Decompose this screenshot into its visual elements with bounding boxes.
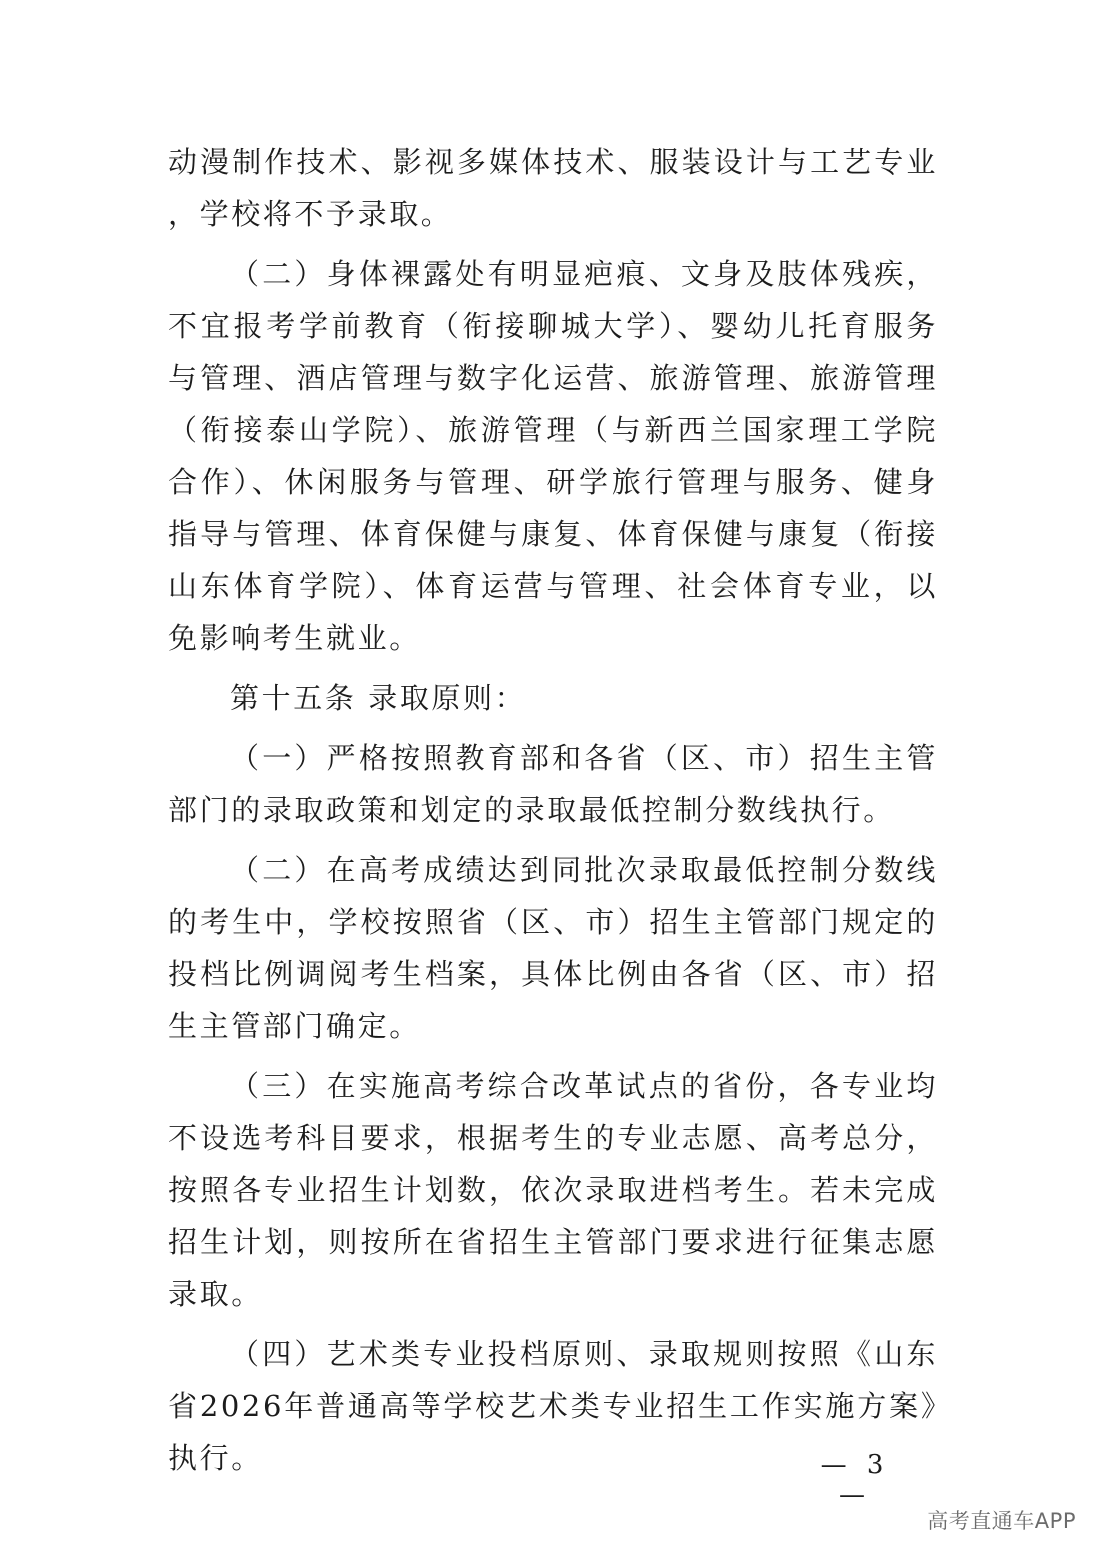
paragraph-continuation: 动漫制作技术、影视多媒体技术、服装设计与工艺专业，学校将不予录取。	[168, 145, 938, 231]
paragraph-principle-2: （二）在高考成绩达到同批次录取最低控制分数线的考生中，学校按照省（区、市）招生主管部门规定的投档比例调阅考生档案，具体比例由各省（区、市）招生主管部门确定。	[168, 853, 938, 1043]
article-heading: 第十五条 录取原则：	[230, 681, 527, 715]
paragraph-principle-3: （三）在实施高考综合改革试点的省份，各专业均不设选考科目要求，根据考生的专业志愿、高考总分，按照各专业招生计划数，依次录取进档考生。若未完成招生计划，则按所在省招生主管部门要求进行征集志愿录取。	[168, 1069, 938, 1311]
paragraph-principle-1: （一）严格按照教育部和各省（区、市）招生主管部门的录取政策和划定的录取最低控制分数线执行。	[168, 741, 938, 827]
paragraph-principle-4: （四）艺术类专业投档原则、录取规则按照《山东省2026年普通高等学校艺术类专业招生工作实施方案》执行。	[168, 1337, 938, 1475]
page-number: — 3 —	[820, 1450, 890, 1510]
paragraph-physical-requirements: （二）身体裸露处有明显疤痕、文身及肢体残疾，不宜报考学前教育（衔接聊城大学）、婴幼儿托育服务与管理、酒店管理与数字化运营、旅游管理、旅游管理（衔接泰山学院）、旅游管理（与新西兰国家理工学院合作）、休闲服务与管理、研学旅行管理与服务、健身指导与管理、体育保健与康复、体育保健与康复（衔接山东体育学院）、体育运营与管理、社会体育专业，以免影响考生就业。	[168, 257, 938, 655]
document-body	[168, 136, 938, 1492]
watermark-text: 高考直通车APP	[927, 1509, 1076, 1533]
